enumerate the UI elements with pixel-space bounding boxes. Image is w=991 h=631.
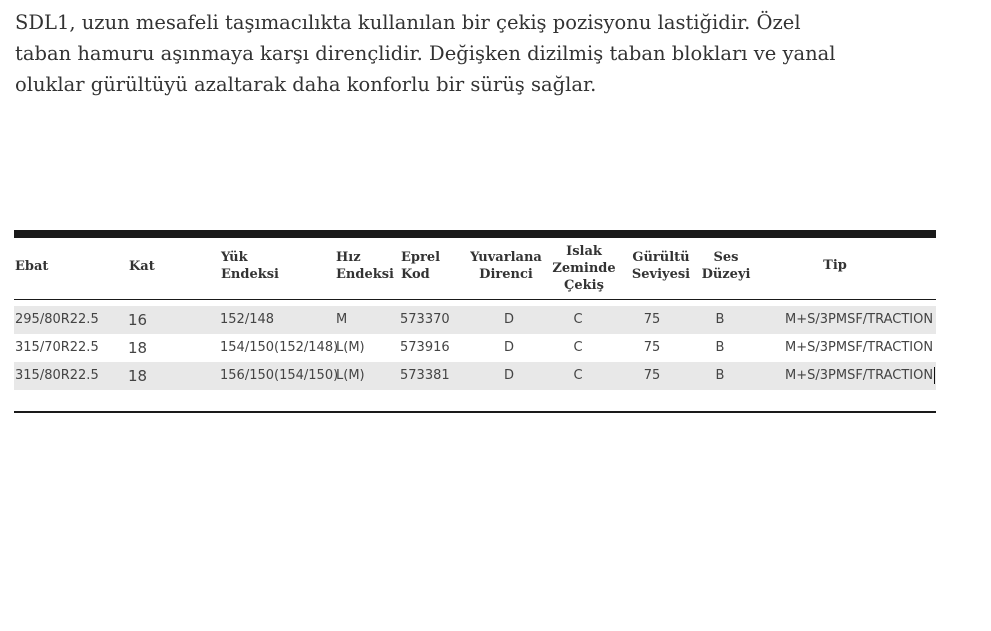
text-cursor-icon [934,367,935,384]
header-eprel-kod [401,249,440,283]
description-line-1: SDL1, uzun mesafeli taşımacılıkta kullanılan bir çekiş pozisyonu lastiğidir. Özel [15,11,801,34]
header-tip-text: Tip [823,258,847,273]
cell-hiz-endeksi: L(M) [336,368,365,383]
description-line-3: oluklar gürültüyü azaltarak daha konforlu bir sürüş sağlar. [15,73,597,96]
cell-ses-duzeyi: B [715,312,725,327]
table-row [14,306,936,334]
header-kat-text: Kat [129,259,155,274]
cell-gurultu-seviyesi: 75 [643,312,661,327]
cell-gurultu-seviyesi: 75 [643,340,661,355]
cell-yuk-endeksi: 156/150(154/150) [220,368,339,383]
table-row [14,362,936,390]
cell-eprel-kod: 573381 [400,368,450,383]
cell-islak-cekis: C [573,312,583,327]
header-kat [129,258,155,275]
header-ses-duzeyi [697,249,755,283]
cell-yuk-endeksi: 152/148 [220,312,275,327]
description-line-2: taban hamuru aşınmaya karşı dirençlidir. Değişken dizilmiş taban blokları ve yanal [15,42,836,65]
table-top-rule [14,230,936,238]
header-gurultu-seviyesi [631,249,691,283]
cell-eprel-kod: 573370 [400,312,450,327]
header-ebat-text: Ebat [15,259,49,274]
header-hiz-line1: Hız [336,250,361,265]
cell-yuk-endeksi: 154/150(152/148) [220,340,339,355]
cell-kat: 18 [128,367,148,385]
header-tip [785,257,885,274]
table-row [14,334,936,362]
header-ses-line1: Ses [713,250,739,265]
cell-hiz-endeksi: M [336,312,348,327]
table-header-row [14,238,936,300]
header-hiz-line2: Endeksi [336,267,394,282]
cell-yuvarlanma-direnci: D [503,340,514,355]
cell-kat: 16 [128,311,148,329]
header-islak-line1: Islak [566,244,602,259]
cell-ebat: 315/80R22.5 [15,368,99,383]
header-yuk-line2: Endeksi [221,267,279,282]
header-ses-line2: Düzeyi [701,267,751,282]
cell-islak-cekis: C [573,340,583,355]
table-bottom-rule [14,411,936,413]
header-yuvarlanma-line2: Direnci [479,267,533,282]
cell-yuvarlanma-direnci: D [503,312,514,327]
product-description [15,7,915,100]
cell-ebat: 315/70R22.5 [15,340,99,355]
cell-eprel-kod: 573916 [400,340,450,355]
header-gurultu-line2: Seviyesi [631,267,691,282]
tire-spec-table [14,230,936,413]
cell-yuvarlanma-direnci: D [503,368,514,383]
header-gurultu-line1: Gürültü [632,250,690,265]
header-yuk-endeksi [221,249,279,283]
header-islak-line3: Çekiş [564,278,604,293]
header-yuvarlanma-direnci [466,249,546,283]
cell-tip: M+S/3PMSF/TRACTION [785,340,934,355]
cell-tip-with-caret[interactable] [785,362,935,390]
header-yuk-line1: Yük [221,250,248,265]
header-islak-line2: Zeminde [552,261,616,276]
cell-ses-duzeyi: B [715,340,725,355]
cell-islak-cekis: C [573,368,583,383]
cell-kat: 18 [128,339,148,357]
header-ebat [15,258,48,275]
cell-gurultu-seviyesi: 75 [643,368,661,383]
cell-tip: M+S/3PMSF/TRACTION [785,368,934,383]
header-yuvarlanma-line1: Yuvarlana [470,250,542,265]
header-islak-zeminde-cekis [549,243,619,294]
header-hiz-endeksi [336,249,394,283]
header-eprel-line1: Eprel [401,250,441,265]
cell-hiz-endeksi: L(M) [336,340,365,355]
cell-tip: M+S/3PMSF/TRACTION [785,312,934,327]
cell-ebat: 295/80R22.5 [15,312,99,327]
cell-ses-duzeyi: B [715,368,725,383]
header-eprel-line2: Kod [401,267,430,282]
